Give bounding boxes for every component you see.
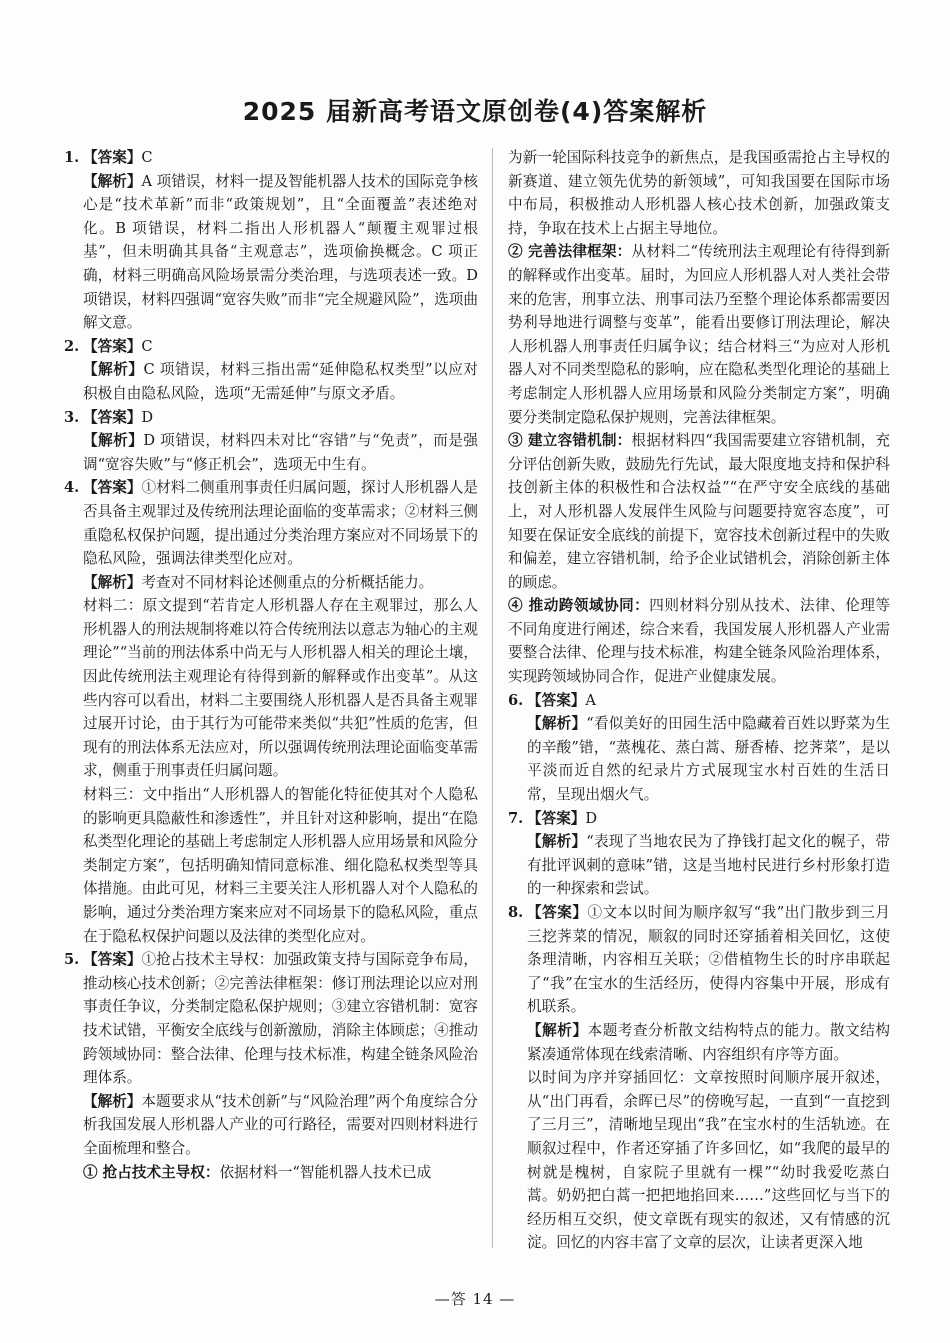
material-3-analysis: 材料三：文中指出“人形机器人的智能化特征使其对个人隐私的影响更具隐蔽性和渗透性”，并且针对这种影响，提出“在隐私类型化理论的基础上考虑制定人形机器人应用场景和风险分类制定方案”，包括明确知情同意标准、细化隐私权类型等具体措施。由此可见，材料三主要关注人形机器人对个人隐私的影响，通过分类治理方案来应对不同场景下的隐私风险，重点在于隐私权保护问题以及法律的类型化应对。 xyxy=(83,786,478,945)
answer-tag: 【答案】 xyxy=(83,951,142,969)
question-number: 5. xyxy=(64,951,80,969)
question-number: 1. xyxy=(64,149,80,166)
analysis-text: D 项错误，材料四未对比“容错”与“免责”，而是强调“宽容失败”与“修正机会”，选项无中生有。 xyxy=(83,432,478,473)
answer-text: ①材料二侧重刑事责任归属问题，探讨人形机器人是否具备主观罪过及传统刑法理论面临的变革需求；②材料三侧重隐私权保护问题，提出通过分类治理方案应对不同场景下的隐私风险，强调法律类型化应对。 xyxy=(83,479,478,568)
analysis xyxy=(83,170,478,335)
answer-line xyxy=(83,948,478,1090)
question-2 xyxy=(64,335,478,406)
analysis xyxy=(83,1090,478,1161)
material-2-analysis: 材料二：原文提到“若肯定人形机器人存在主观罪过，那么人形机器人的刑法规制将难以符合传统刑法以意志为轴心的主观理论”“当前的刑法体系中尚无与人形机器人相关的理论土壤，因此传统刑法主观理论有待得到新的解释或作出变革”。从这些内容可以看出，材料二主要围绕人形机器人是否具备主观罪过展开讨论，由于其行为可能带来类似“共犯”性质的危害，但现有的刑法体系无法应对，所以强调传统刑法理论面临变革需求，侧重于刑事责任归属问题。 xyxy=(83,597,478,780)
question-number: 4. xyxy=(64,479,80,497)
question-4 xyxy=(64,476,478,948)
point-3 xyxy=(508,429,890,594)
answer-line xyxy=(527,689,890,713)
answer-tag: 【答案】 xyxy=(83,149,142,166)
analysis-tag: 【解析】 xyxy=(527,715,587,733)
analysis xyxy=(83,429,478,476)
answer-line xyxy=(83,476,478,570)
point-text: 依据材料一“智能机器人技术已成 xyxy=(219,1163,432,1181)
question-number: 3. xyxy=(64,408,80,426)
question-6 xyxy=(508,689,890,807)
question-5 xyxy=(64,948,478,1184)
point-text: 四则材料分别从技术、法律、伦理等不同角度进行阐述，综合来看，我国发展人形机器人产业需要整合法律、伦理与技术标准，构建全链条风险治理体系，实现跨领域协同合作，促进产业健康发展。 xyxy=(508,597,890,686)
analysis-tag: 【解析】 xyxy=(527,1021,588,1039)
analysis-text: 考查对不同材料论述侧重点的分析概括能力。 xyxy=(141,573,434,591)
analysis-text: “看似美好的田园生活中隐藏着百姓以野菜为生的辛酸”错，“蒸槐花、蒸白蒿、掰香椿、挖荠菜”，是以平淡而近自然的纪录片方式展现宝水村百姓的生活日常，呈现出烟火气。 xyxy=(527,715,890,804)
point-4 xyxy=(508,594,890,688)
right-column xyxy=(508,146,890,1256)
point-1 xyxy=(83,1161,478,1185)
point-heading: ③ 建立容错机制： xyxy=(508,432,632,450)
point-2 xyxy=(508,240,890,429)
answer-line xyxy=(83,406,478,430)
answer-text: ①抢占技术主导权：加强政策支持与国际竞争布局，推动核心技术创新；②完善法律框架：修订刑法理论以应对刑事责任争议，分类制定隐私保护规则；③建立容错机制：宽容技术试错，平衡安全底线与创新激励，消除主体顾虑；④推动跨领域协同：整合法律、伦理与技术标准，构建全链条风险治理体系。 xyxy=(83,951,478,1087)
left-column xyxy=(64,146,478,1256)
point-heading: ① 抢占技术主导权： xyxy=(83,1163,220,1181)
answer-tag: 【答案】 xyxy=(83,337,142,355)
analysis-tag: 【解析】 xyxy=(83,1092,142,1110)
answer-line xyxy=(527,807,890,831)
analysis xyxy=(527,830,890,901)
analysis-text: “表现了当地农民为了挣钱打起文化的幌子，带有批评讽刺的意味”错，这是当地村民进行乡村形象打造的一种探索和尝试。 xyxy=(527,833,890,898)
question-number: 7. xyxy=(508,809,524,827)
column-divider xyxy=(492,148,493,1248)
answer-line xyxy=(83,335,478,359)
question-1 xyxy=(64,146,478,335)
analysis-tag: 【解析】 xyxy=(83,432,144,450)
analysis xyxy=(527,1019,890,1066)
analysis xyxy=(83,571,478,595)
point-heading: ② 完善法律框架： xyxy=(508,243,632,261)
analysis-text: 本题要求从“技术创新”与“风险治理”两个角度综合分析我国发展人形机器人产业的可行路径，需要对四则材料进行全面梳理和整合。 xyxy=(83,1092,478,1157)
analysis-tag: 【解析】 xyxy=(83,573,142,591)
point-text: 从材料二“传统刑法主观理论有待得到新的解释或作出变革。届时，为回应人形机器人对人类社会带来的危害，刑事立法、刑事司法乃至整个理论体系都需要因势利导地进行调整与变革”，能看出要修订刑法理论，解决人形机器人刑事责任归属争议；结合材料三“为应对人形机器人对不同类型隐私的影响，应在隐私类型化理论的基础上考虑制定人形机器人应用场景和风险分类制定方案”，明确要分类制定隐私保护规则，完善法律框架。 xyxy=(508,243,890,426)
point-1-continued: 为新一轮国际科技竞争的新焦点，是我国亟需抢占主导权的新赛道、建立领先优势的新领域”，可知我国要在国际市场中布局，积极推动人形机器人核心技术创新，加强政策支持，争取在技术上占据主导地位。 xyxy=(508,149,890,237)
analysis-tag: 【解析】 xyxy=(83,361,144,379)
answer-tag: 【答案】 xyxy=(527,809,586,827)
analysis-text: 本题考查分析散文结构特点的能力。散文结构紧凑通常体现在线索清晰、内容组织有序等方面。 xyxy=(527,1021,890,1063)
analysis-paragraph: 以时间为序并穿插回忆：文章按照时间顺序展开叙述，从“出门再看，余晖已尽”的傍晚写起，一直到“一直挖到了三月三”，清晰地呈现出“我”在宝水村的生活轨迹。在顺叙过程中，作者还穿插了许多回忆，如“我爬的最早的树就是槐树，自家院子里就有一棵”“幼时我爱吃蒸白蒿。奶奶把白蒿一把把地掐回来……”这些回忆与当下的经历相互交织，使文章既有现实的叙述，又有情感的沉淀。回忆的内容丰富了文章的层次，让读者更深入地 xyxy=(527,1069,890,1252)
question-3 xyxy=(64,406,478,477)
answer-line xyxy=(527,901,890,1019)
question-7 xyxy=(508,807,890,901)
question-number: 2. xyxy=(64,337,80,355)
point-text: 根据材料四“我国需要建立容错机制，充分评估创新失败，鼓励先行先试，最大限度地支持和保护科技创新主体的积极性和合法权益”“在严守安全底线的基础上，对人形机器人发展伴生风险与问题要持宽容态度”，可知要在保证安全底线的前提下，宽容技术创新过程中的失败和偏差，建立容错机制，给予企业试错机会，消除创新主体的顾虑。 xyxy=(508,432,890,591)
analysis xyxy=(527,712,890,806)
question-number: 8. xyxy=(508,904,524,921)
analysis-tag: 【解析】 xyxy=(83,172,142,190)
answer-tag: 【答案】 xyxy=(83,479,142,497)
answer-text: A xyxy=(585,691,596,709)
question-number: 6. xyxy=(508,691,524,709)
answer-tag: 【答案】 xyxy=(527,691,586,709)
point-heading: ④ 推动跨领域协同： xyxy=(508,597,650,615)
answer-text: ①文本以时间为顺序叙写“我”出门散步到三月三挖荠菜的情况，顺叙的同时还穿插着相关回忆，这使条理清晰，内容相互关联；②借植物生长的时序串联起了“我”在宝水的生活经历，使得内容集中开展，形成有机联系。 xyxy=(527,904,890,1016)
answer-tag: 【答案】 xyxy=(527,904,588,921)
page-number: —答 14 — xyxy=(434,1290,516,1308)
analysis-tag: 【解析】 xyxy=(527,833,587,851)
answer-text: D xyxy=(141,408,154,426)
question-8 xyxy=(508,901,890,1255)
answer-tag: 【答案】 xyxy=(83,408,142,426)
answer-text: C xyxy=(141,149,153,166)
answer-line xyxy=(83,146,478,170)
analysis xyxy=(83,358,478,405)
analysis-text: A 项错误，材料一提及智能机器人技术的国际竞争核心是“技术革新”而非“政策规划”，且“全面覆盖”表述绝对化。B 项错误，材料二指出人形机器人“颠覆主观罪过根基”，但未明确其具备“主观意志”，选项偷换概念。C 项正确，材料三明确高风险场景需分类治理，与选项表述一致。D 项错误，材料四强调“宽容失败”而非“完全规避风险”，选项曲解文意。 xyxy=(83,172,478,332)
page-title: 2025 届新高考语文原创卷(4)答案解析 xyxy=(242,97,708,126)
answer-text: C xyxy=(141,337,153,355)
analysis-text: C 项错误，材料三指出需“延伸隐私权类型”以应对积极自由隐私风险，选项“无需延伸”与原文矛盾。 xyxy=(83,361,478,402)
answer-text: D xyxy=(585,809,598,827)
